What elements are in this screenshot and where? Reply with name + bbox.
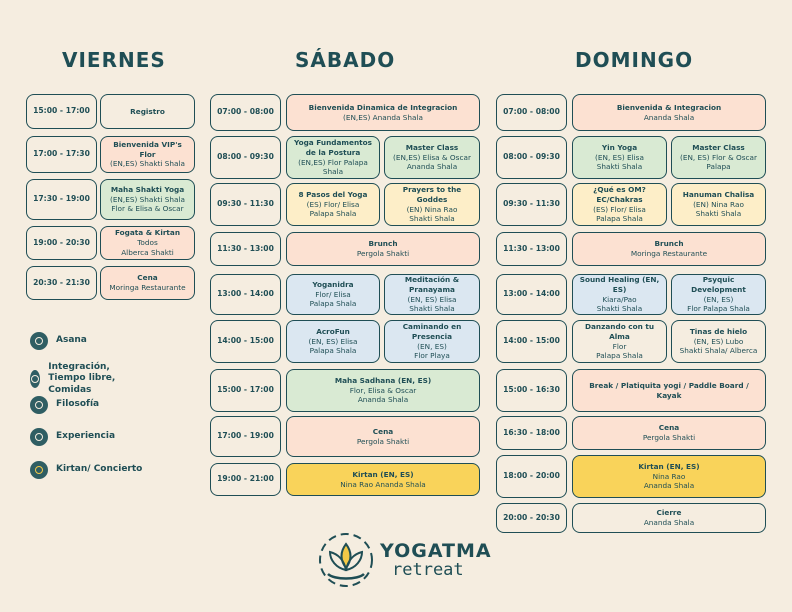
time-label: 08:00 - 09:30 [217,152,274,162]
activity-block [384,183,480,226]
time-slot [496,455,567,498]
time-slot [210,94,281,131]
activity-location: Shakti Shala [409,304,455,314]
time-label: 20:00 - 20:30 [503,512,560,522]
activity-detail: (EN, ES) [417,341,447,351]
activity-block [572,369,766,412]
activity-detail: Nina Rao Ananda Shala [340,479,426,489]
time-slot [26,94,97,129]
time-slot [210,416,281,457]
activity-location: Palapa Shala [309,209,357,219]
activity-block [572,136,667,179]
spiral-icon [30,332,48,350]
activity-detail: (EN,ES) Ananda Shala [342,112,423,122]
activity-block [572,94,766,131]
activity-block [286,274,380,315]
activity-block [384,136,480,179]
activity-location: Palapa Shala [596,214,643,224]
activity-detail: Pergola Shakti [642,433,696,442]
activity-detail: Pergola Shakti [356,436,410,446]
legend-item-integration [30,362,150,396]
activity-detail: (EN, ES) Flor & Oscar [679,152,757,162]
time-label: 17:00 - 17:30 [33,149,90,159]
activity-title: Psyquic Development [691,274,746,294]
activity-detail: (EN,ES) Shakti Shala [109,194,186,204]
activity-title: Yoganidra [312,279,354,289]
activity-block [572,503,766,533]
activity-title: Cena [137,273,158,283]
time-label: 19:00 - 21:00 [217,474,274,484]
time-label: 14:00 - 15:00 [503,336,560,346]
activity-block [286,136,380,179]
lotus-icon [316,530,376,590]
activity-block [572,232,766,266]
activity-block [286,232,480,266]
time-slot [26,226,97,260]
activity-title: 8 Pasos del Yoga [298,189,368,199]
activity-location: Ananda Shala [643,481,695,491]
time-slot [26,136,97,173]
time-slot [496,416,567,450]
activity-block [100,266,195,300]
activity-block [286,463,480,496]
activity-location: Alberca Shakti [121,247,174,257]
activity-detail: (EN, ES) Elisa [407,294,457,304]
activity-location: Palapa Shala [596,351,643,361]
time-slot [496,94,567,131]
activity-detail: Ananda Shala [643,518,695,527]
activity-detail: (ES) Flor/ Elisa [306,199,360,209]
time-label: 09:30 - 11:30 [503,199,560,209]
activity-detail: (EN, ES) [703,294,734,304]
activity-location: Ananda Shala [406,162,458,172]
time-label: 11:30 - 13:00 [503,243,560,253]
legend-item-philosophy [30,396,99,414]
spiral-icon [30,428,48,446]
time-slot [496,183,567,226]
activity-title: Yin Yoga [601,142,638,152]
legend-item-experience [30,428,115,446]
activity-detail: (EN) Nina Rao [406,204,458,214]
activity-title: Fogata & Kirtan [114,228,181,238]
activity-title: Sound Healing (EN, ES) [579,274,660,294]
activity-title: ¿Qué es OM? EC/Chakras [593,184,646,204]
time-label: 15:00 - 17:00 [33,106,90,116]
activity-detail: Flor [612,341,627,351]
time-label: 13:00 - 14:00 [503,289,560,299]
activity-title: Cierre [656,508,682,518]
activity-title: Hanuman Chalisa [682,189,755,199]
activity-title: Yoga Fundamentos de la Postura [293,137,373,157]
activity-detail: (EN,ES) Shakti Shala [109,159,186,169]
legend-item-kirtan [30,461,142,479]
activity-block [100,226,195,260]
activity-detail: Nina Rao [652,471,686,481]
legend-label: Experiencia [56,431,116,442]
time-slot [210,274,281,315]
activity-detail: (EN,ES) Flor Palapa Shala [298,157,368,177]
activity-block [286,320,380,363]
activity-block [286,416,480,457]
time-label: 07:00 - 08:00 [217,107,274,117]
spiral-icon [30,370,40,388]
activity-title: Prayers to the Goddes [402,184,462,204]
time-label: 17:00 - 19:00 [217,431,274,441]
time-label: 13:00 - 14:00 [217,289,274,299]
time-slot [26,179,97,220]
spiral-icon [30,396,48,414]
activity-location: Shakti Shala [409,214,455,224]
time-slot [210,369,281,412]
activity-title: Kirtan (EN, ES) [352,469,414,479]
activity-title: Registro [130,106,165,116]
activity-block [671,136,766,179]
activity-block [100,179,195,220]
activity-location: Ananda Shala [357,395,409,405]
activity-block [286,183,380,226]
time-label: 07:00 - 08:00 [503,107,560,117]
legend-item-asana [30,332,87,350]
activity-block [671,320,766,363]
time-label: 16:30 - 18:00 [503,427,560,437]
time-label: 15:00 - 16:30 [503,385,560,395]
time-slot [496,274,567,315]
time-slot [210,232,281,266]
time-slot [496,320,567,363]
activity-detail: Flor, Elisa & Oscar [349,385,417,395]
time-slot [496,136,567,179]
activity-title: Kirtan (EN, ES) [638,461,700,471]
activity-location: Palapa Shala [309,299,357,309]
activity-block [572,183,667,226]
activity-detail: (EN,ES) Elisa & Oscar [393,152,471,162]
activity-block [286,94,480,131]
activity-block [572,320,667,363]
activity-detail: (ES) Flor/ Elisa [593,204,646,214]
activity-title: Master Class [405,142,459,152]
activity-block [572,416,766,450]
legend-label: Filosofía [56,399,100,410]
activity-title: Caminando en Presencia [402,321,462,341]
time-slot [496,232,567,266]
activity-block [384,274,480,315]
activity-title: Bienvenida VIP's Flor [113,139,182,159]
time-label: 17:30 - 19:00 [33,194,90,204]
activity-title: Danzando con tu Alma [584,321,655,341]
activity-detail: (EN) Nina Rao [693,199,744,209]
activity-title: Master Class [692,142,745,152]
activity-title: Bienvenida & Integracion [616,102,722,112]
logo-name: YOGATMA [380,540,492,562]
activity-title: Meditación & Pranayama [404,274,460,294]
activity-title: Break / Platiquita yogi / Paddle Board / Kayak [589,380,749,400]
activity-location: Flor Playa [414,351,450,361]
day-saturday: SÁBADO [295,48,396,72]
activity-location: Flor & Elisa & Oscar [111,204,184,214]
time-label: 19:00 - 20:30 [33,237,90,247]
activity-block [100,136,195,173]
time-slot [26,266,97,300]
legend-label: Asana [56,335,87,346]
activity-detail: Ananda Shala [643,112,695,122]
activity-location: Shakti Shala [596,304,643,314]
legend-label: Kirtan/ Concierto [56,464,143,475]
activity-block [671,274,766,315]
activity-location: Shakti Shala [596,162,643,172]
spiral-icon [30,461,48,479]
logo-subtitle: retreat [392,560,464,580]
activity-detail: Moringa Restaurante [109,283,186,292]
activity-location: Palapa [706,162,731,172]
activity-title: Maha Shakti Yoga [110,184,185,194]
activity-title: Brunch [654,239,684,249]
activity-block [100,94,195,129]
activity-title: Cena [658,423,680,433]
activity-title: Cena [372,426,394,436]
activity-detail: (EN, ES) Elisa [308,336,358,346]
activity-location: Shakti Shala/ Alberca [679,346,758,356]
legend-label: Integración, Tiempo libre, Comidas [48,362,116,395]
activity-title: Bienvenida Dinamica de Integracion [308,102,458,112]
activity-detail: (EN, ES) Lubo [693,336,744,346]
activity-detail: Moringa Restaurante [630,249,708,258]
yogatma-logo [316,530,492,590]
time-label: 14:00 - 15:00 [217,336,274,346]
activity-block [572,274,667,315]
activity-title: AcroFun [316,326,350,336]
activity-title: Brunch [368,239,398,249]
activity-block [671,183,766,226]
activity-location: Shakti Shala [695,209,742,219]
day-friday: VIERNES [62,48,166,72]
activity-detail: Pergola Shakti [356,249,410,258]
time-slot [210,463,281,496]
time-label: 18:00 - 20:00 [503,471,560,481]
time-label: 08:00 - 09:30 [503,152,560,162]
activity-detail: Todos [137,238,158,248]
activity-location: Palapa Shala [309,346,357,356]
activity-detail: (EN, ES) Elisa [595,152,644,162]
activity-block [384,320,480,363]
time-slot [210,183,281,226]
activity-block [286,369,480,412]
time-slot [496,503,567,533]
activity-detail: Flor/ Elisa [315,289,351,299]
activity-title: Tinas de hielo [689,326,748,336]
activity-title: Maha Sadhana (EN, ES) [334,375,432,385]
time-label: 11:30 - 13:00 [217,243,274,253]
time-slot [210,136,281,179]
activity-location: Flor Palapa Shala [687,304,750,314]
time-label: 09:30 - 11:30 [217,199,274,209]
day-sunday: DOMINGO [575,48,694,72]
time-label: 15:00 - 17:00 [217,385,274,395]
activity-block [572,455,766,498]
time-label: 20:30 - 21:30 [33,277,90,287]
time-slot [496,369,567,412]
activity-detail: Kiara/Pao [602,294,637,304]
time-slot [210,320,281,363]
